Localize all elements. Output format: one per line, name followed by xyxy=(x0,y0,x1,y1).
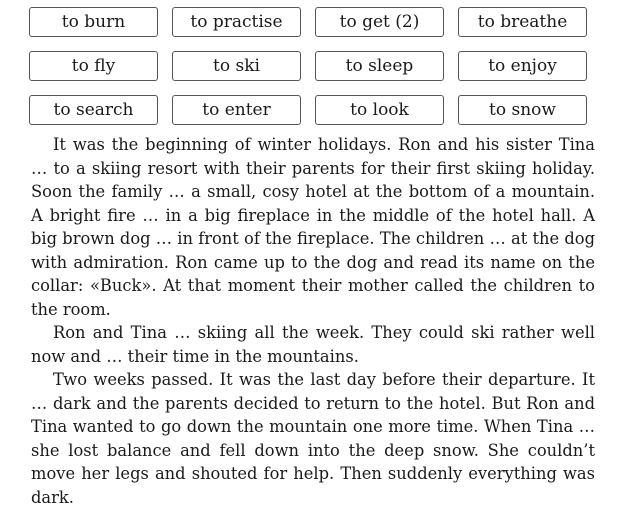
story-text xyxy=(31,133,595,509)
word-box: to burn xyxy=(29,7,158,37)
word-box: to fly xyxy=(29,51,158,81)
paragraph: It was the beginning of winter holidays. Ron and his sister Tina … to a skiing resort with their parents for their first skiing holiday. Soon the family … a small, cosy hotel at the bottom of a mountain. A bright fire … in a big fireplace in the middle of the hotel hall. A big brown dog … in front of the fireplace. The children … at the dog with admiration. Ron came up to the dog and read its name on the collar: «Buck». At that moment their mother called the children to the room. xyxy=(31,135,595,319)
word-box: to sleep xyxy=(315,51,444,81)
word-box: to enjoy xyxy=(458,51,587,81)
word-box: to practise xyxy=(172,7,301,37)
word-box: to search xyxy=(29,95,158,125)
paragraph: Ron and Tina … skiing all the week. They could ski rather well now and … their time in the mountains. xyxy=(31,323,595,366)
word-box: to breathe xyxy=(458,7,587,37)
paragraph: Two weeks passed. It was the last day before their departure. It … dark and the parents decided to return to the hotel. But Ron and Tina wanted to go down the mountain one more time. When Tina … she lost balance and fell down into the deep snow. She couldn’t move her legs and shouted for help. Then suddenly everything was dark. xyxy=(31,370,595,507)
word-box: to look xyxy=(315,95,444,125)
word-bank xyxy=(29,7,589,125)
word-box: to get (2) xyxy=(315,7,444,37)
word-box: to snow xyxy=(458,95,587,125)
word-box: to enter xyxy=(172,95,301,125)
word-box: to ski xyxy=(172,51,301,81)
